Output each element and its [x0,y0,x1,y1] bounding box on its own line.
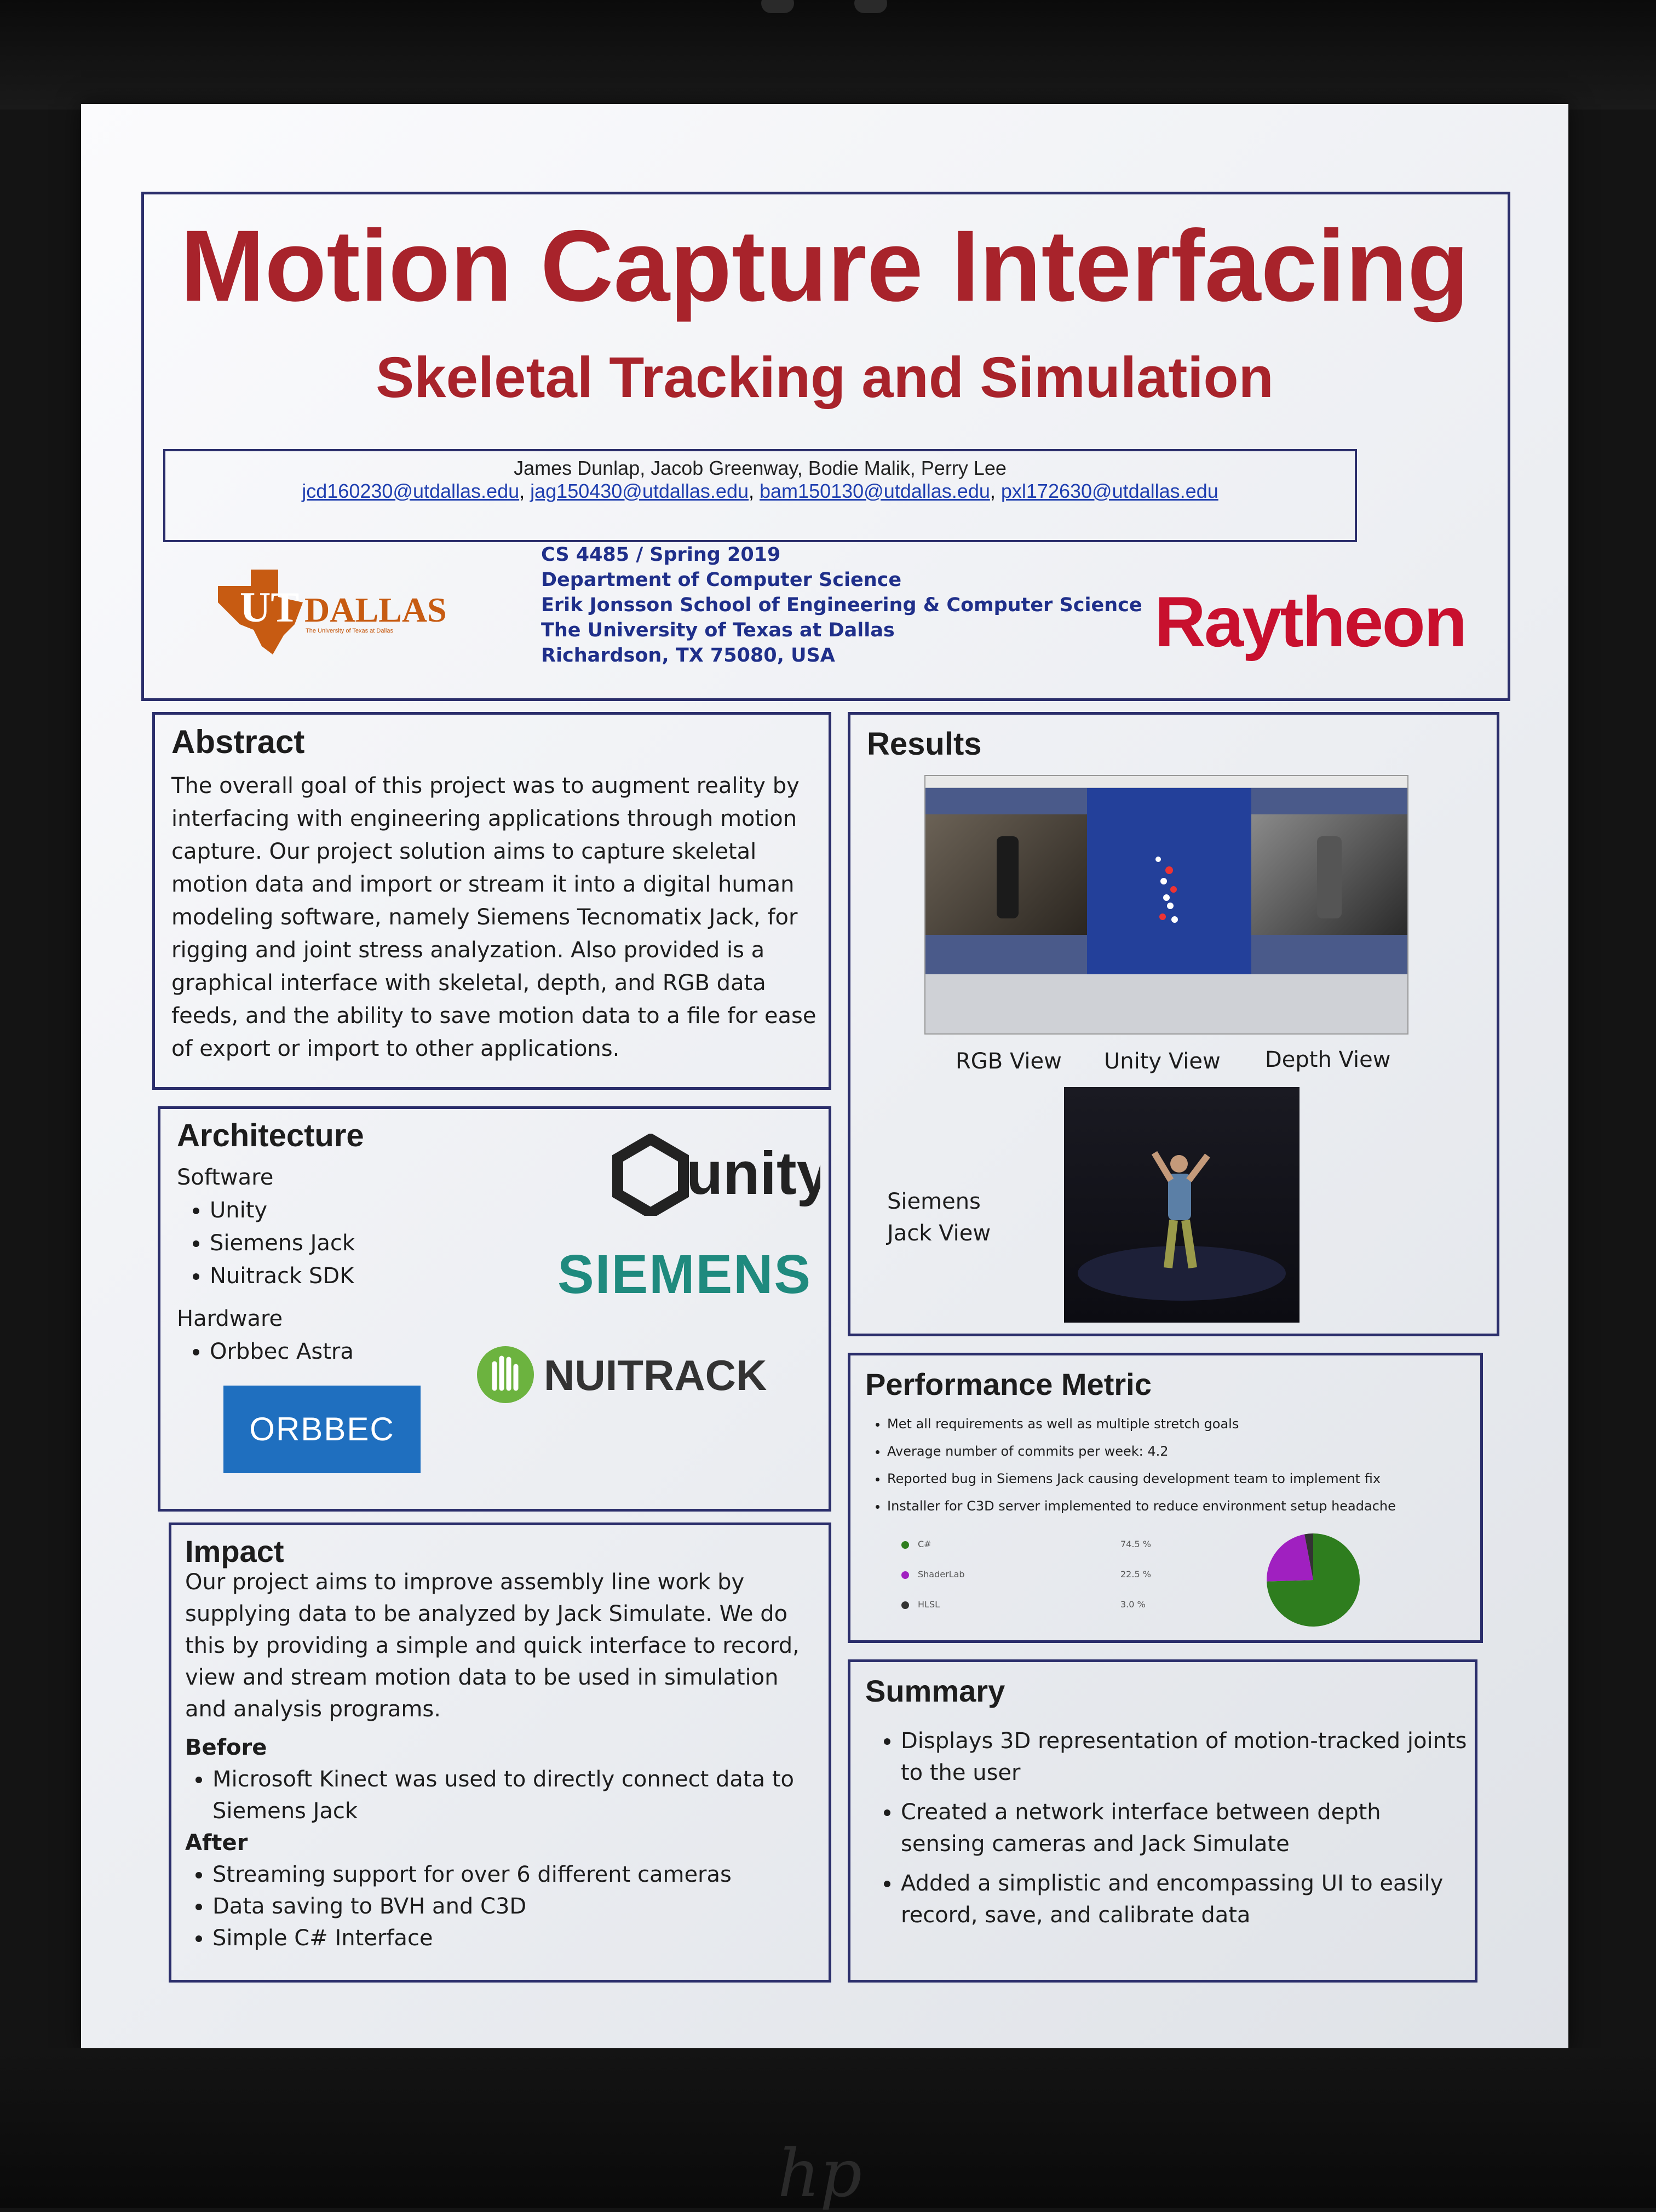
dept-line: The University of Texas at Dallas [541,619,895,641]
list-item: • Data saving to BVH and C3D [212,1891,815,1922]
before-list [185,1763,815,1827]
software-label: Software [177,1165,274,1190]
language-row [901,1599,1175,1610]
architecture-heading: Architecture [177,1118,364,1153]
after-label: After [185,1830,248,1855]
results-screenshot [924,775,1408,1035]
impact-heading: Impact [185,1534,284,1568]
list-item: • Simple C# Interface [212,1922,815,1954]
hardware-list [177,1335,505,1368]
legend-dot [901,1601,909,1609]
siemens-logo: SIEMENS [557,1244,812,1305]
list-item: • Streaming support for over 6 different cameras [212,1859,815,1891]
email-link[interactable]: jag150430@utdallas.edu [530,480,749,502]
app-toolbar [925,776,1407,787]
language-name: C# [918,1539,932,1549]
skeleton-icon [1087,788,1251,974]
legend-dot [901,1571,909,1579]
camera-bump [854,0,887,13]
after-list [185,1859,815,1954]
jack-caption [887,1186,991,1249]
unity-wordmark: unity [686,1140,820,1207]
utd-logo [207,564,470,663]
jack-figure [1064,1087,1300,1323]
performance-heading: Performance Metric [865,1367,1152,1401]
impact-text: Our project aims to improve assembly line work by supplying data to be analyzed by Jack Simulate. We do this by providing a simple and quick interface to record, view and stream motion data to be used in simulation and analysis programs. [185,1570,800,1722]
utd-tagline: The University of Texas at Dallas [306,628,393,634]
jack-caption-line: Siemens [887,1189,981,1214]
jack-caption-line: Jack View [887,1221,991,1246]
summary-list-wrap [865,1725,1468,1931]
rgb-feed [925,814,1087,935]
utd-dallas: DALLAS [304,590,447,629]
language-name: HLSL [918,1599,940,1610]
list-item: • Installer for C3D server implemented to reduce environment setup headache [887,1492,1468,1520]
caption-rgb: RGB View [956,1049,1062,1074]
list-item: • Added a simplistic and encompassing UI to easily record, save, and calibrate data [901,1868,1468,1931]
hp-logo: hp [778,2136,863,2212]
dept-line: Department of Computer Science [541,569,902,591]
list-item: • Displays 3D representation of motion-tracked joints to the user [901,1725,1468,1789]
dept-line: CS 4485 / Spring 2019 [541,544,781,566]
language-row [901,1539,1175,1549]
nuitrack-wordmark: NUITRACK [544,1351,767,1399]
utd-ut: UT [240,583,300,631]
email-link[interactable]: pxl172630@utdallas.edu [1001,480,1218,502]
poster [81,104,1568,2052]
poster-subtitle: Skeletal Tracking and Simulation [376,346,1274,410]
jack-view-image [1064,1087,1300,1323]
person-silhouette [997,836,1019,918]
list-item: • Microsoft Kinect was used to directly connect data to Siemens Jack [212,1763,815,1827]
abstract-text: The overall goal of this project was to augment reality by interfacing with engineering applications through motion capture. Our project solution aims to capture skeletal motion data and import or stream it into a digital human modeling software, namely Siemens Tecnomatix Jack, for rigging and joint stress analyzation. Also provided is a graphical interface with skeletal, depth, and RGB data feeds, and the ability to save motion data to a file for ease of export or import to other applications. [171,773,817,1061]
performance-list-wrap [865,1410,1468,1520]
monitor-bezel-top [0,0,1656,110]
architecture-lists [177,1161,505,1368]
list-item: • Unity [210,1194,505,1227]
email-link[interactable]: bam150130@utdallas.edu [760,480,990,502]
authors: James Dunlap, Jacob Greenway, Bodie Malik, Perry Lee [514,457,1007,479]
unity-feed [1087,788,1251,974]
poster-title: Motion Capture Interfacing [180,210,1469,323]
dept-line: Erik Jonsson School of Engineering & Computer Science [541,594,1142,616]
email-link[interactable]: jcd160230@utdallas.edu [302,480,520,502]
department-info [541,542,1142,668]
camera-bump [761,0,794,13]
results-heading: Results [867,726,982,762]
impact-body [185,1566,815,1954]
dept-line: Richardson, TX 75080, USA [541,645,835,667]
language-name: ShaderLab [918,1569,965,1579]
legend-dot [901,1541,909,1549]
emails: jcd160230@utdallas.edu, jag150430@utdallas.edu, bam150130@utdallas.edu, pxl172630@utdallas.edu [302,480,1218,502]
orbbec-logo: ORBBEC [223,1386,421,1473]
list-item: • Created a network interface between depth sensing cameras and Jack Simulate [901,1796,1468,1860]
depth-silhouette [1317,836,1342,918]
authors-box [163,449,1357,542]
raytheon-logo: Raytheon [1154,582,1466,662]
language-pie-chart [1264,1531,1362,1629]
language-pct: 74.5 % [1120,1539,1151,1549]
list-item: • Reported bug in Siemens Jack causing development team to implement fix [887,1465,1468,1492]
before-label: Before [185,1735,267,1760]
hardware-label: Hardware [177,1306,283,1331]
summary-list [865,1725,1468,1931]
list-item: • Met all requirements as well as multiple stretch goals [887,1410,1468,1438]
performance-list [865,1410,1468,1520]
caption-unity: Unity View [1104,1049,1221,1074]
language-pct: 3.0 % [1120,1599,1146,1610]
abstract-heading: Abstract [171,723,305,760]
list-item: • Orbbec Astra [210,1335,505,1368]
depth-feed [1251,814,1407,935]
language-pct: 22.5 % [1120,1569,1151,1579]
caption-depth: Depth View [1265,1047,1391,1072]
nuitrack-logo [475,1342,782,1410]
language-row [901,1569,1175,1579]
list-item: • Average number of commits per week: 4.2 [887,1438,1468,1465]
list-item: • Nuitrack SDK [210,1260,505,1292]
software-list [177,1194,505,1292]
unity-logo [612,1134,820,1218]
summary-heading: Summary [865,1674,1005,1708]
list-item: • Siemens Jack [210,1227,505,1260]
